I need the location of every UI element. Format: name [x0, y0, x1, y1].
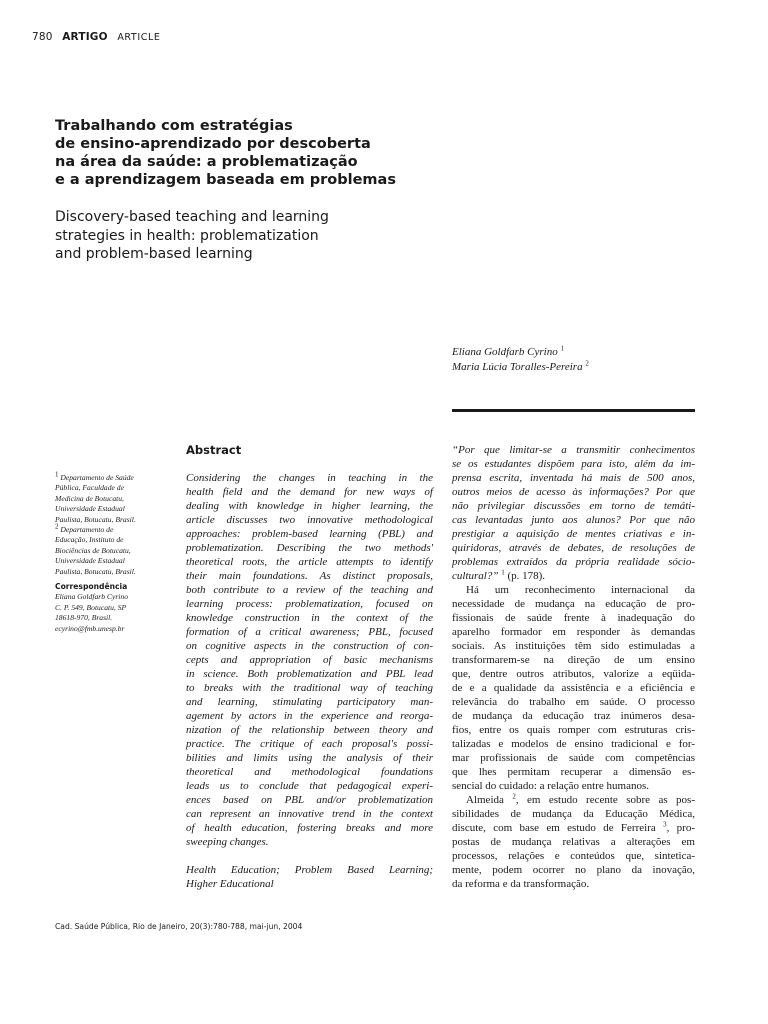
title-en-line: strategies in health: problematization	[55, 227, 319, 244]
abstract-line: to breaks with the traditional way of teaching	[186, 682, 433, 694]
abstract-line: nization of the relationship between theory and	[186, 724, 433, 736]
paragraph-line: sociais. As instituições têm sido estimuladas a	[452, 640, 695, 652]
affiliation-line: Paulista, Botucatu, Brasil.	[55, 514, 136, 524]
paragraph-line: que, dentre outros atributos, valorize a eqüida-	[452, 668, 695, 680]
abstract-line: problematization. Describing the two methods'	[186, 542, 433, 554]
paragraph-line: sencial do cuidado: a relação entre humanos.	[452, 780, 650, 792]
paragraph-line: da reforma e da transformação.	[452, 878, 590, 890]
abstract-text	[186, 471, 433, 891]
paragraph-line: aparelho formador em responder às demandas	[452, 626, 695, 638]
paragraph-line: sibilidades de mudança da Educação Médica,	[452, 808, 695, 820]
abstract-line: can represent an innovative trend in the context	[186, 808, 433, 820]
title-pt-line: na área da saúde: a problematização	[55, 154, 358, 170]
paragraph-line: mente, podem ocorrer no plano da inovação,	[452, 864, 695, 876]
affiliation-line: $^1$ Departamento de Saúde	[55, 470, 134, 482]
abstract-line: of health education, fostering breaks and more	[186, 822, 433, 834]
quote-line: prestigiar a aquisição de mentes criativas e in-	[452, 528, 695, 540]
abstract-line: in science. Both problematization and PBL lead	[186, 668, 433, 680]
quote-line: quiridoras, através de debates, de resoluções de	[452, 542, 695, 554]
title-en-line: and problem-based learning	[55, 246, 253, 262]
author: Eliana Goldfarb Cyrino $^1$	[452, 344, 564, 358]
citation-ref: 2	[512, 792, 516, 801]
title-pt-line: e a aprendizagem baseada em problemas	[55, 172, 396, 188]
paragraph-line: Almeida $^2$, em estudo recente sobre as pos-	[466, 792, 696, 806]
abstract-line: on cognitive aspects in the construction of con-	[186, 640, 433, 652]
correspondence-line: 18618-970, Brasil.	[55, 613, 113, 623]
paragraph-line: relevância do trabalho em saúde. O processo	[452, 696, 695, 708]
abstract-line: formation of a critical awareness; PBL, focused	[186, 626, 433, 638]
article-title-pt	[55, 117, 475, 189]
correspondence-email: ecyrino@fmb.unesp.br	[55, 623, 125, 633]
quote-line: não privilegiar discussões em torno de temáti-	[452, 500, 695, 512]
paragraph-line: fissionais de saúde frente à inadequação do	[452, 612, 695, 624]
abstract-line: their main foundations. As distinct proposals,	[186, 570, 433, 582]
affiliations	[55, 470, 173, 634]
keywords-line: Higher Educational	[186, 878, 274, 890]
abstract-line: both contribute to a review of the teaching and	[186, 584, 433, 596]
abstract-line: knowledge construction in the context of the	[186, 612, 433, 624]
correspondence-line: Eliana Goldfarb Cyrino	[55, 592, 128, 602]
affiliation-line: $^2$ Departamento de	[55, 522, 114, 535]
affiliation-line: Biociências de Botucatu,	[55, 545, 131, 555]
abstract-line: theoretical and methodological foundations	[186, 766, 433, 778]
paragraph-line: transformarem-se na direção de um ensino	[452, 654, 695, 666]
title-pt-line: Trabalhando com estratégias	[55, 118, 293, 134]
abstract-line: Considering the changes in teaching in the	[186, 472, 433, 484]
abstract-line: ences based on PBL and/or problematization	[186, 794, 433, 806]
abstract-line: leads us to conclude that pedagogical experi-	[186, 780, 433, 792]
author-list	[452, 345, 589, 375]
abstract-line: agement by actors in the experience and reorga-	[186, 710, 433, 722]
page-number: 780	[32, 31, 53, 43]
section-label-en: ARTICLE	[117, 32, 161, 43]
citation-ref: 3	[663, 820, 667, 829]
affiliation-line: Universidade Estadual	[55, 504, 125, 514]
paragraph-line: necessidade de mudança na educação de pro-	[452, 598, 695, 610]
abstract-line: article discusses two innovative methodological	[186, 514, 433, 526]
abstract-line: sweeping changes.	[186, 836, 269, 848]
section-label: ARTIGO	[62, 31, 108, 43]
running-head	[32, 31, 160, 43]
abstract-heading: Abstract	[186, 443, 242, 457]
quote-line: prensa escrita, inventada há mais de 500 anos,	[452, 472, 695, 484]
author: Maria Lúcia Toralles-Pereira $^2$	[452, 359, 589, 373]
quote-line: outros meios de acesso às informações? Por que	[452, 486, 695, 498]
abstract-line: approaches: problem-based learning (PBL) and	[186, 528, 433, 540]
quote-line: cultural?” $^1$ (p. 178).	[452, 568, 546, 582]
paragraph-line: de mudança da educação traz inúmeros desa-	[452, 710, 695, 722]
title-en-line: Discovery-based teaching and learning	[55, 209, 329, 225]
affiliation-line: Paulista, Botucatu, Brasil.	[55, 566, 136, 576]
abstract-line: theoretical roots, the article attempts to identify	[186, 556, 433, 568]
quote-line: problemas extraídos da própria realidade sócio-	[452, 556, 695, 568]
abstract-line: learning process: problematization, focused on	[186, 598, 433, 610]
correspondence-line: C. P. 549, Botucatu, SP	[55, 602, 127, 612]
affiliation-line: Universidade Estadual	[55, 556, 125, 566]
paragraph-line: Há um reconhecimento internacional da	[466, 584, 695, 596]
paragraph-line: que lhes permitam recuperar a dimensão es-	[452, 766, 695, 778]
citation-ref: 1	[501, 568, 505, 577]
abstract-line: health field and the demand for new ways of	[186, 486, 433, 498]
paragraph-line: discute, com base em estudo de Ferreira $^3$, pro-	[452, 820, 696, 834]
paragraph-line: processos, relações e conteúdos que, sintetica-	[452, 850, 695, 862]
paragraph-line: fios, entre os quais romper com estruturas cris-	[452, 724, 695, 736]
abstract-line: cepts and appropriation of basic mechanisms	[186, 654, 433, 666]
quote-line: “Por que limitar-se a transmitir conhecimentos	[452, 444, 695, 456]
abstract-line: and learning, stimulating participatory man-	[186, 696, 433, 708]
paragraph-line: talizadas e modelos de ensino tradicional e for-	[452, 738, 695, 750]
article-title-en	[55, 208, 475, 264]
paragraph-line: de e a qualidade da assistência e a eficiência e	[452, 682, 695, 694]
author-ref: 1	[560, 344, 564, 353]
paragraph-line: postas de mudança relativas a alterações em	[452, 836, 695, 848]
affiliation-line: Educação, Instituto de	[55, 535, 124, 545]
title-pt-line: de ensino-aprendizado por descoberta	[55, 136, 371, 152]
divider-rule	[452, 409, 695, 412]
keywords-line: Health Education; Problem Based Learning;	[186, 864, 433, 876]
abstract-line: dealing with knowledge in higher learning, the	[186, 500, 433, 512]
abstract-line: bilities and limits using the analysis of their	[186, 752, 433, 764]
paragraph-line: mar profissionais de saúde com competências	[452, 752, 695, 764]
affiliation-line: Medicina de Botucatu,	[55, 493, 124, 503]
abstract-line: practice. The critique of each proposal's possi-	[186, 738, 433, 750]
body-text	[452, 443, 695, 891]
journal-footer: Cad. Saúde Pública, Rio de Janeiro, 20(3):780-788, mai-jun, 2004	[55, 922, 303, 931]
correspondence-heading: Correspondência	[55, 582, 128, 592]
quote-line: se os estudantes dispõem para isto, além da im-	[452, 458, 695, 470]
author-ref: 2	[585, 359, 589, 368]
affiliation-line: Pública, Faculdade de	[55, 483, 124, 493]
quote-line: cas levantadas junto aos alunos? Por que não	[452, 514, 695, 526]
